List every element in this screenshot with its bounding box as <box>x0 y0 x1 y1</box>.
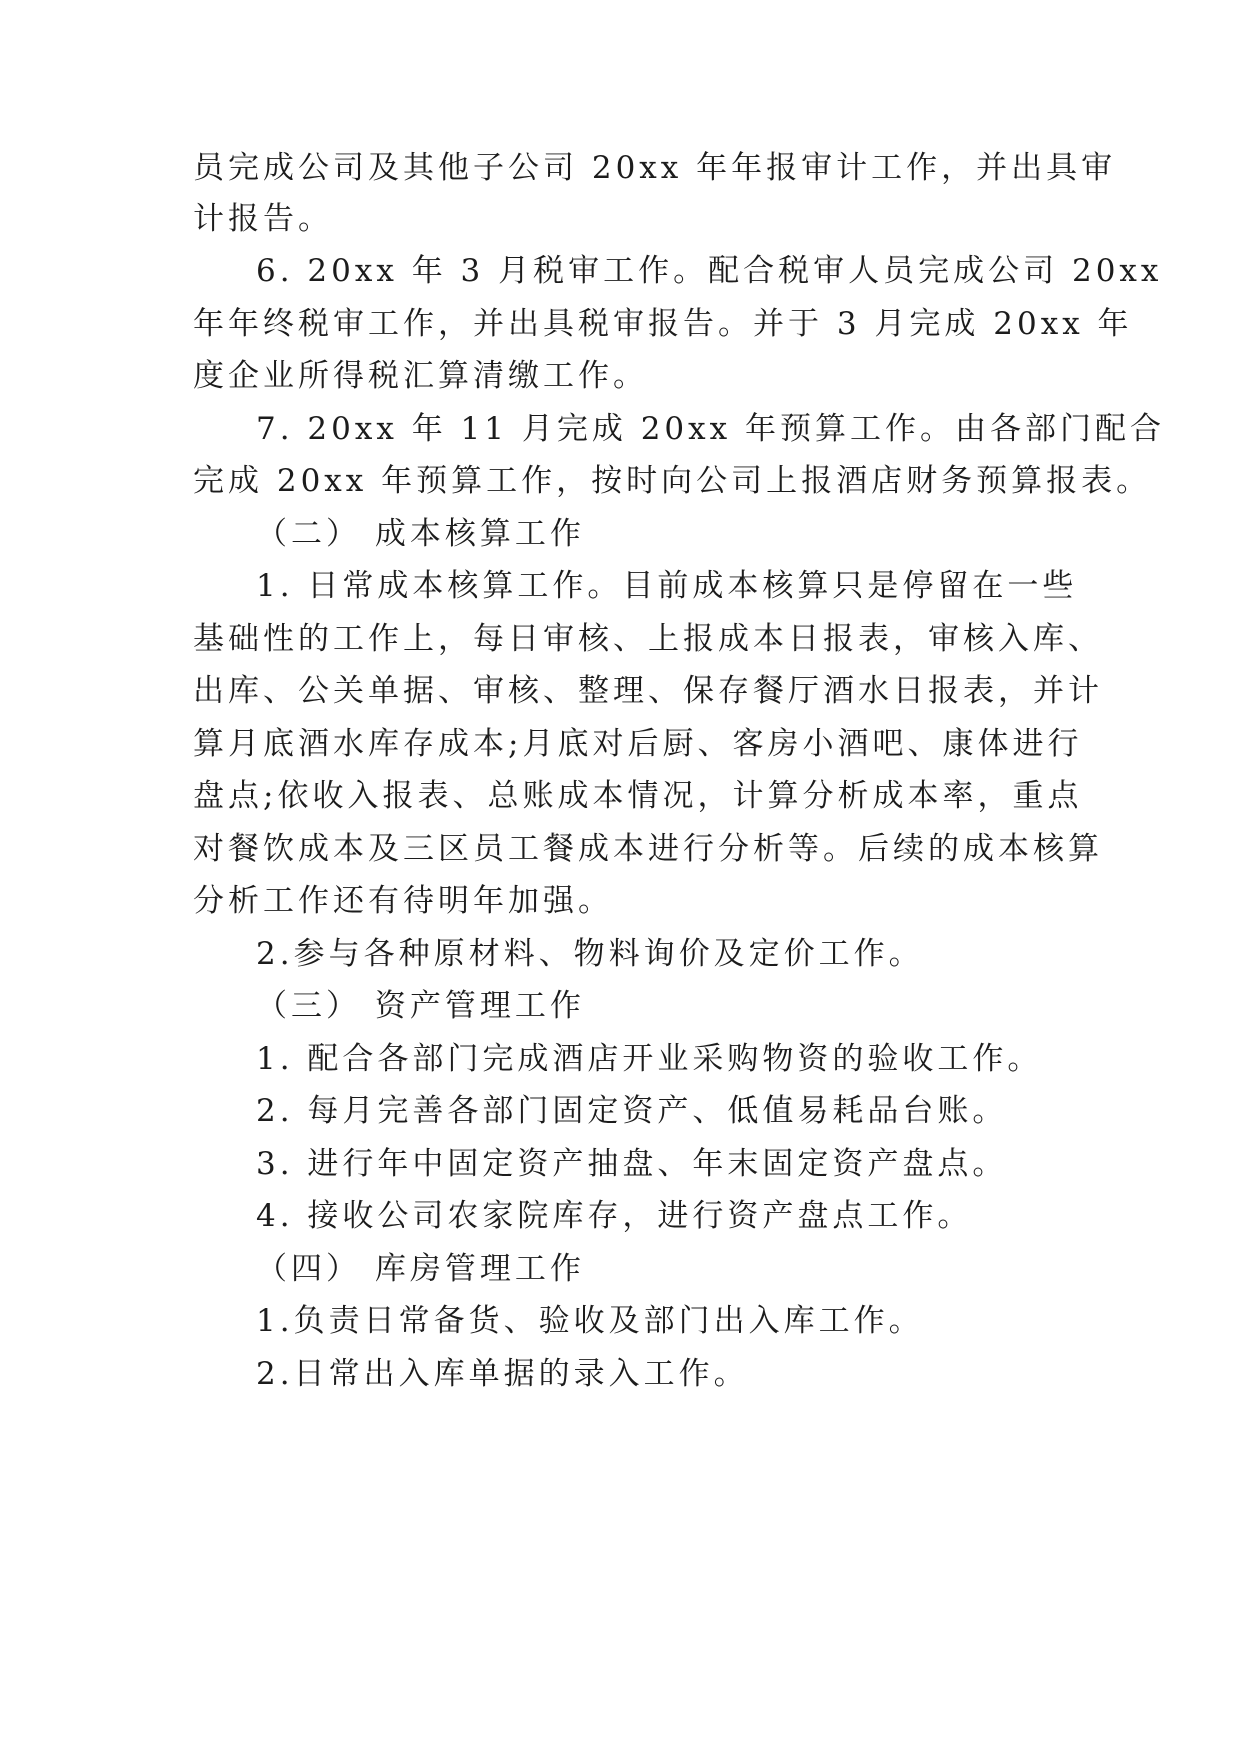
text-line: 1. 配合各部门完成酒店开业采购物资的验收工作。 <box>256 1041 1043 1077</box>
text-line: 6. 20xx 年 3 月税审工作。配合税审人员完成公司 20xx <box>256 253 1163 289</box>
section-heading: （三） 资产管理工作 <box>256 988 585 1024</box>
text-line: 计报告。 <box>193 201 333 237</box>
text-line: 2. 每月完善各部门固定资产、低值易耗品台账。 <box>256 1093 1008 1129</box>
text-line: 出库、公关单据、审核、整理、保存餐厅酒水日报表，并计 <box>193 673 1103 709</box>
text-line: 1.负责日常备货、验收及部门出入库工作。 <box>256 1303 924 1339</box>
section-heading: （四） 库房管理工作 <box>256 1251 585 1287</box>
text-line: 1. 日常成本核算工作。目前成本核算只是停留在一些 <box>256 568 1078 604</box>
section-heading: （二） 成本核算工作 <box>256 516 585 552</box>
text-line: 基础性的工作上，每日审核、上报成本日报表，审核入库、 <box>193 621 1103 657</box>
text-line: 完成 20xx 年预算工作，按时向公司上报酒店财务预算报表。 <box>193 463 1152 499</box>
text-line: 员完成公司及其他子公司 20xx 年年报审计工作，并出具审 <box>193 150 1117 186</box>
text-line: 年年终税审工作，并出具税审报告。并于 3 月完成 20xx 年 <box>193 306 1133 342</box>
text-line: 算月底酒水库存成本;月底对后厨、客房小酒吧、康体进行 <box>193 726 1083 762</box>
text-line: 分析工作还有待明年加强。 <box>193 883 613 919</box>
text-line: 盘点;依收入报表、总账成本情况，计算分析成本率，重点 <box>193 778 1083 814</box>
text-line: 2.参与各种原材料、物料询价及定价工作。 <box>256 936 924 972</box>
text-line: 3. 进行年中固定资产抽盘、年末固定资产盘点。 <box>256 1146 1008 1182</box>
text-line: 2.日常出入库单据的录入工作。 <box>256 1356 749 1392</box>
text-line: 对餐饮成本及三区员工餐成本进行分析等。后续的成本核算 <box>193 831 1103 867</box>
text-line: 7. 20xx 年 11 月完成 20xx 年预算工作。由各部门配合 <box>256 411 1165 447</box>
text-line: 4. 接收公司农家院库存，进行资产盘点工作。 <box>256 1198 973 1234</box>
text-line: 度企业所得税汇算清缴工作。 <box>193 358 648 394</box>
